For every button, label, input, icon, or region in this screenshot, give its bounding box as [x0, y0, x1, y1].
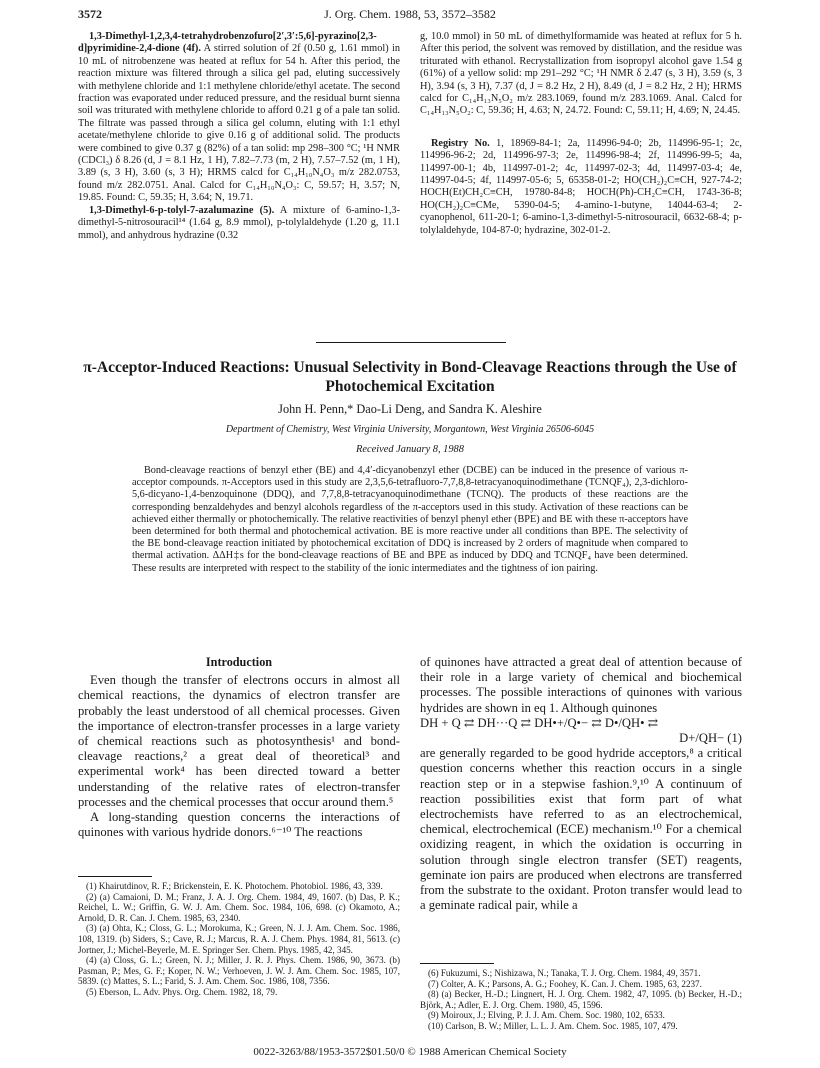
section-heading-introduction: Introduction: [205, 655, 273, 669]
registry-list: 1, 18969-84-1; 2a, 114996-94-0; 2b, 114996-95-1; 2c, 114996-96-2; 2d, 114996-97-3; 2e, 114996-98-4; 2f, 114996-99-5; 4a, 114997-00-1; 4b, 114997-01-2; 4c, 114997-02-3; 4d, 114997-03-4; 4e, 114997-04-5; 4f, 114997-05-6; 5, 65358-01-2; HO(CH₂)₂C≡CH, 927-74-2; HOCH(Et)CH₂C≡CH, 19780-84-8; HOCH(Ph)-CH₂C≡CH, 1743-36-8; HO(CH₂)₂C≡CMe, 5390-04-5; 4-amino-1-butyne, 14044-63-4; 2-cyanophenol, 611-20-1; 6-amino-1,3-dimethyl-5-nitrosouracil, 6632-68-4; p-tolylaldehyde, 104-87-0; hydrazine, 302-01-2.: [420, 137, 742, 236]
footnote-6: (6) Fukuzumi, S.; Nishizawa, N.; Tanaka, T. J. Org. Chem. 1984, 49, 3571.: [428, 968, 701, 978]
intro-paragraph-1: Even though the transfer of electrons occurs in almost all chemical reactions, the dynamics of electron transfer are probably the least understood of all chemical processes. Given the importance of electron-transfer processes in a large variety of chemical reactions such as photosynthesis¹ and bond-cleavage reactions,² a great deal of theoretical³ and experimental work⁴ has been directed toward a better understanding of the relative rates of electron-transfer processes and the chemical processes that occur around them.⁵: [78, 673, 400, 809]
footnote-1: (1) Khairutdinov, R. F.; Brickenstein, E. K. Photochem. Photobiol. 1986, 43, 339.: [86, 881, 383, 891]
experimental-column-right: [420, 31, 742, 237]
equation-1: [420, 716, 742, 746]
footnote-10: (10) Carlson, B. W.; Miller, L. L. J. Am. Chem. Soc. 1985, 107, 479.: [428, 1020, 678, 1031]
compound-5-heading: 1,3-Dimethyl-6-p-tolyl-7-azalumazine (5).: [89, 204, 275, 216]
footnote-8: (8) (a) Becker, H.-D.; Lingnert, H. J. Org. Chem. 1982, 47, 1095. (b) Becker, H.-D.; Björk, A.; Adler, E. J. Org. Chem. 1980, 45, 1596.: [420, 989, 742, 1010]
article-affiliation: Department of Chemistry, West Virginia University, Morgantown, West Virginia 26506-6045: [225, 424, 595, 435]
introduction-column-left: [78, 655, 400, 840]
article-authors: John H. Penn,* Dao-Li Deng, and Sandra K. Aleshire: [278, 402, 542, 416]
compound-5-procedure: A mixture of 6-amino-1,3-dimethyl-5-nitrosouracil¹⁴ (1.64 g, 8.9 mmol), p-tolylaldehyde (1.20 g, 11.1 mmol), and anhydrous hydrazine (0.32: [78, 204, 401, 241]
received-date: Received January 8, 1988: [356, 444, 464, 455]
footnote-3: (3) (a) Ohta, K.; Closs, G. L.; Morokuma, K.; Green, N. J. J. Am. Chem. Soc. 1986, 108, 1319. (b) Siders, S.; Cave, R. J.; Marcus, R. A. J. Chem. Phys. 1984, 81, 5613. (c) Jortner, J.; Michel-Beyerle, M. E. Springer Ser. Chem. Phys. 1985, 42, 345.: [78, 923, 400, 955]
compound-4f-heading: 1,3-Dimethyl-1,2,3,4-tetrahydrobenzofuro[2′,3′:5,6]-pyrazino[2,3-d]pyrimidine-2,4-dione (4f).: [78, 31, 377, 55]
registry-numbers: [420, 138, 742, 237]
article-divider: [316, 342, 506, 343]
abstract: Bond-cleavage reactions of benzyl ether (BE) and 4,4′-dicyanobenzyl ether (DCBE) can be induced in the presence of various π-acceptor compounds. π-Acceptors used in this study are 2,3,5,6-tetrafluoro-7,7,8,8-tetracyanoquinodimethane (TCNQF₄), 2,3-dichloro-5,6-dicyano-1,4-benzoquinone (DDQ), and 7,7,8,8-tetracyanoquinodimethane (TCNQ). The products of these reactions are the corresponding benzaldehydes and benzyl alcohols regardless of the π-acceptors used in this study. Activation of these reactions can be achieved either thermally or photochemically. The relative reactivities of benzyl phenyl ether (BPE) and BE with these π-acceptors have been determined for both thermal and photochemical activation. BE is more reactive under all conditions than BPE. The selectivity of the BE bond-cleavage reaction initiated by photochemical excitation of DDQ is increased by 2 orders of magnitude when compared to thermal activation. ΔΔH‡s for the bond-cleavage reactions of BE and BPE as induced by DDQ and TCNQF₄ have been determined. These results are interpreted with respect to the stability of the ionic intermediates and the tightness of ion pairing.: [132, 465, 688, 574]
footnote-5: (5) Eberson, L. Adv. Phys. Org. Chem. 1982, 18, 79.: [86, 986, 278, 997]
footnote-rule-left: [78, 876, 152, 877]
article-title: π-Acceptor-Induced Reactions: Unusual Selectivity in Bond-Cleavage Reactions through the Use of Photochemical Excitation: [83, 359, 737, 395]
registry-heading: Registry No.: [431, 137, 490, 149]
running-header: [78, 7, 742, 23]
equation-1-line-2: D+/QH− (1): [679, 731, 742, 746]
footnote-7: (7) Colter, A. K.; Parsons, A. G.; Foohey, K. Can. J. Chem. 1985, 63, 2237.: [428, 978, 702, 989]
compound-5-procedure-continued: g, 10.0 mmol) in 50 mL of dimethylformamide was heated at reflux for 5 h. After this period, the solvent was removed by distillation, and the residue was triturated with ethanol. Recrystallization from isopropyl alcohol gave 1.54 g (61%) of a yellow solid: mp 291–292 °C; ¹H NMR δ 2.47 (s, 3 H), 3.59 (s, 3 H), 3.94 (s, 3 H), 7.37 (d, J = 8.2 Hz, 2 H), 8.49 (d, J = 8.2 Hz, 2 H); HRMS calcd for C₁₄H₁₃N₅O₂ m/z 283.1069, found m/z 283.1069. Anal. Calcd for C₁₄H₁₃N₅O₂: C, 59.36; H, 4.63; N, 24.72. Found: C, 59.11; H, 4.69; N, 24.45.: [420, 31, 742, 117]
page-number: 3572: [78, 7, 102, 21]
footnote-9: (9) Moiroux, J.; Elving, P. J. J. Am. Chem. Soc. 1980, 102, 6533.: [428, 1010, 665, 1021]
copyright-footer: 0022-3263/88/1953-3572$01.50/0 © 1988 American Chemical Society: [253, 1046, 567, 1058]
footnote-4: (4) (a) Closs, G. L.; Green, N. J.; Miller, J. R. J. Phys. Chem. 1986, 90, 3673. (b) Pasman, P.; Mes, G. F.; Koper, N. W.; Verhoeven, J. W. J. Am. Chem. Soc. 1985, 107, 5839. (c) Mattes, S. L.; Farid, S. J. Am. Chem. Soc. 1986, 108, 7356.: [78, 955, 400, 987]
footnote-2: (2) (a) Camaioni, D. M.; Franz, J. A. J. Org. Chem. 1984, 49, 1607. (b) Das, P. K.; Reichel, L. W.; Griffin, G. W. J. Am. Chem. Soc. 1984, 106, 698. (c) Okamoto, A.; Arnold, D. R. Can. J. Chem. 1985, 63, 2340.: [78, 891, 400, 923]
introduction-column-right: [420, 655, 742, 913]
equation-1-line-1: DH + Q ⇄ DH···Q ⇄ DH•+/Q•− ⇄ D•/QH• ⇄: [420, 715, 659, 730]
footnote-rule-right: [420, 963, 494, 964]
compound-4f-procedure: A stirred solution of 2f (0.50 g, 1.61 mmol) in 10 mL of nitrobenzene was heated at reflux for 54 h. After this period, the reaction mixture was filtered through a silica gel pad, eluting successively with methylene chloride and 1:1 methylene chloride/ethyl acetate. The second fraction was evaporated under reduced pressure, and the residual burnt sienna soil was triturated with methylene chloride to afford 0.21 g of a pale tan solid. The filtrate was passed through a silica gel column, eluting with 1:1 ethyl acetate/methylene chloride to give 0.16 g of additional solid. The products were combined to give 0.37 g (82%) of a tan solid: mp 298–300 °C; ¹H NMR (CDCl₃) δ 8.26 (d, J = 8.1 Hz, 1 H), 7.82–7.73 (m, 2 H), 7.57–7.52 (m, 1 H), 3.89 (s, 3 H), 3.60 (s, 3 H); HRMS calcd for C₁₄H₁₀N₄O₃ m/z 282.0753, found m/z 282.0751. Anal. Calcd for C₁₄H₁₀N₄O₃: C, 59.57; H, 3.57; N, 19.85. Found: C, 59.35; H, 3.64; N, 19.71.: [78, 43, 400, 204]
footnotes-left: [78, 881, 400, 998]
intro-paragraph-3: of quinones have attracted a great deal of attention because of their role in a large variety of chemical and biochemical processes. The possible interactions of quinones with various hydrides are shown in eq 1. Although quinones: [420, 655, 742, 715]
footnotes-right: [420, 968, 742, 1032]
journal-citation: J. Org. Chem. 1988, 53, 3572–3582: [324, 7, 496, 21]
intro-paragraph-2: A long-standing question concerns the interactions of quinones with various hydride donors.⁶⁻¹⁰ The reactions: [78, 810, 400, 840]
intro-paragraph-4: are generally regarded to be good hydride acceptors,⁸ a critical question concerns whether this reaction occurs in a single reaction step or in a stepwise fashion.⁹,¹⁰ A continuum of reaction possibilities exist that form part of what electrochemists have referred to as an electrochemical, chemical, electrochemical (ECE) mechanism.¹⁰ For a chemical oxidizing reagent, in which the oxidation is occurring in solution through single electron transfer (SET) reagents, geminate ion pairs are produced when electrons are transferred from the substrate to the oxidant. Proton transfer would lead to a geminate radical pair, while a: [420, 746, 742, 913]
experimental-column-left: [78, 31, 400, 242]
